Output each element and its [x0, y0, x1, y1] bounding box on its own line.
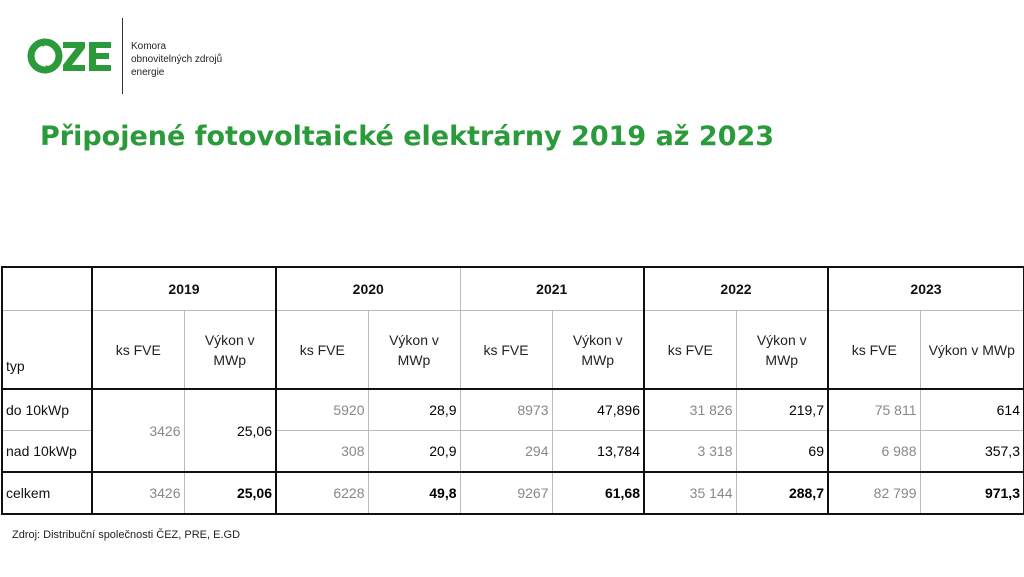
count-2021-large: 294 — [460, 431, 552, 473]
row-label-total: celkem — [2, 472, 92, 514]
power-header-2020-l1: Výkon v — [389, 331, 439, 348]
row-label-large: nad 10kWp — [2, 431, 92, 473]
page-title: Připojené fotovoltaické elektrárny 2019 až 2023 — [40, 121, 775, 152]
power-header-2022-l2: MWp — [765, 351, 799, 368]
count-header-2021: ks FVE — [460, 311, 552, 390]
count-header-2023: ks FVE — [828, 311, 920, 390]
total-row — [2, 472, 1024, 514]
power-2019-merged: 25,06 — [184, 389, 276, 472]
count-2022-large: 3 318 — [644, 431, 736, 473]
count-2019-merged: 3426 — [92, 389, 184, 472]
year-2022: 2022 — [644, 267, 828, 311]
column-header-row — [2, 311, 1024, 390]
power-header-2020 — [368, 311, 460, 390]
year-2019: 2019 — [92, 267, 276, 311]
year-2021: 2021 — [460, 267, 644, 311]
year-2023: 2023 — [828, 267, 1024, 311]
oze-logo-icon — [27, 36, 113, 76]
year-header-row — [2, 267, 1024, 311]
count-2020-total: 6228 — [276, 472, 368, 514]
power-2020-large: 20,9 — [368, 431, 460, 473]
power-header-2023: Výkon v MWp — [920, 311, 1024, 390]
power-2021-small: 47,896 — [552, 389, 644, 431]
type-header: typ — [2, 311, 92, 390]
table-row — [2, 389, 1024, 431]
count-2019-total: 3426 — [92, 472, 184, 514]
power-2021-total: 61,68 — [552, 472, 644, 514]
count-2023-total: 82 799 — [828, 472, 920, 514]
power-2021-large: 13,784 — [552, 431, 644, 473]
power-2020-small: 28,9 — [368, 389, 460, 431]
power-2022-total: 288,7 — [736, 472, 828, 514]
logo-caption — [131, 40, 222, 79]
year-2020: 2020 — [276, 267, 460, 311]
power-2022-small: 219,7 — [736, 389, 828, 431]
power-header-2022 — [736, 311, 828, 390]
count-2022-total: 35 144 — [644, 472, 736, 514]
logo-caption-line-3: energie — [131, 67, 165, 78]
count-2020-large: 308 — [276, 431, 368, 473]
logo-caption-line-1: Komora — [131, 41, 167, 52]
power-header-2019 — [184, 311, 276, 390]
source-note: Zdroj: Distribuční společnosti ČEZ, PRE, E.GD — [12, 529, 241, 541]
power-2023-small: 614 — [920, 389, 1024, 431]
count-2021-total: 9267 — [460, 472, 552, 514]
count-header-2022: ks FVE — [644, 311, 736, 390]
power-header-2021 — [552, 311, 644, 390]
pv-plants-table — [1, 266, 1024, 515]
power-header-2019-l1: Výkon v — [204, 331, 255, 348]
count-2022-small: 31 826 — [644, 389, 736, 431]
logo-divider — [122, 18, 123, 94]
corner-cell — [2, 267, 92, 311]
count-header-2019: ks FVE — [92, 311, 184, 390]
logo-caption-line-2: obnovitelných zdrojů — [131, 54, 223, 65]
count-header-2020: ks FVE — [276, 311, 368, 390]
row-label-small: do 10kWp — [2, 389, 92, 431]
count-2021-small: 8973 — [460, 389, 552, 431]
oze-logo — [27, 36, 113, 76]
count-2023-small: 75 811 — [828, 389, 920, 431]
power-header-2021-l1: Výkon v — [572, 331, 623, 348]
power-2020-total: 49,8 — [368, 472, 460, 514]
count-2023-large: 6 988 — [828, 431, 920, 473]
power-2023-large: 357,3 — [920, 431, 1024, 473]
power-header-2019-l2: MWp — [213, 351, 247, 368]
power-2019-total: 25,06 — [184, 472, 276, 514]
power-header-2021-l2: MWp — [581, 351, 615, 368]
power-header-2022-l1: Výkon v — [756, 331, 807, 348]
power-2023-total: 971,3 — [920, 472, 1024, 514]
power-2022-large: 69 — [736, 431, 828, 473]
count-2020-small: 5920 — [276, 389, 368, 431]
power-header-2020-l2: MWp — [397, 351, 431, 368]
